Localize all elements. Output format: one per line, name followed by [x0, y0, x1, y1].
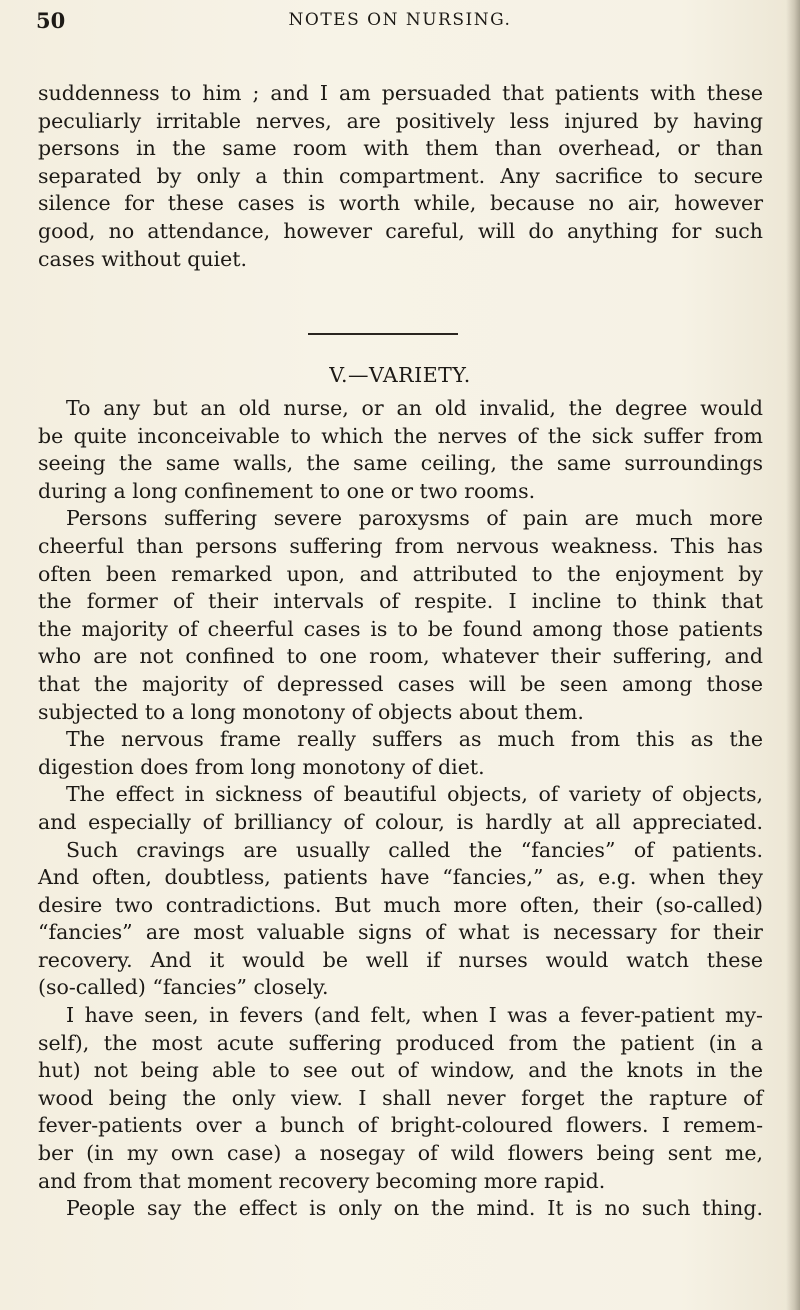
- text-line: suddenness to him ; and I am persuaded that patients with these: [38, 81, 763, 105]
- text-line: good, no attendance, however careful, will do anything for such: [38, 218, 763, 243]
- text-line: Such cravings are usually called the “fancies” of patients.: [66, 837, 763, 862]
- text-line: wood being the only view. I shall never forget the rapture of: [38, 1085, 763, 1110]
- section-heading: V.—VARIETY.: [329, 363, 471, 387]
- text-line: be quite inconceivable to which the nerves of the sick suffer from: [38, 423, 763, 448]
- section-divider: [308, 333, 458, 335]
- text-line: that the majority of depressed cases will be seen among those: [38, 671, 763, 696]
- text-line: and from that moment recovery becoming more rapid.: [38, 1168, 606, 1193]
- text-line: and especially of brilliancy of colour, is hardly at all appreciated.: [38, 809, 763, 834]
- text-line: I have seen, in fevers (and felt, when I was a fever-patient my-: [66, 1003, 763, 1028]
- text-line: The effect in sickness of beautiful objects, of variety of objects,: [66, 782, 763, 807]
- text-line: “fancies” are most valuable signs of what is necessary for their: [38, 920, 763, 945]
- text-line: fever-patients over a bunch of bright-coloured flowers. I remem-: [38, 1113, 763, 1138]
- text-line: during a long confinement to one or two rooms.: [38, 478, 536, 503]
- text-line: cases without quiet.: [38, 246, 248, 271]
- text-line: The nervous frame really suffers as much from this as the: [66, 727, 763, 752]
- text-line: And often, doubtless, patients have “fancies,” as, e.g. when they: [38, 865, 763, 890]
- text-line: To any but an old nurse, or an old invalid, the degree would: [66, 396, 763, 420]
- text-line: digestion does from long monotony of diet.: [38, 754, 485, 779]
- text-line: recovery. And it would be well if nurses would watch these: [38, 947, 763, 972]
- text-line: ber (in my own case) a nosegay of wild flowers being sent me,: [38, 1141, 763, 1166]
- section-body: [38, 395, 763, 1223]
- text-line: subjected to a long monotony of objects about them.: [38, 699, 584, 724]
- text-line: self), the most acute suffering produced from the patient (in a: [38, 1030, 763, 1055]
- text-line: People say the effect is only on the mind. It is no such thing.: [66, 1196, 763, 1221]
- text-line: seeing the same walls, the same ceiling, the same surroundings: [38, 451, 763, 476]
- text-line: hut) not being able to see out of window, and the knots in the: [38, 1058, 763, 1083]
- running-head: NOTES ON NURSING.: [288, 10, 512, 30]
- page-edge-shadow: [786, 0, 800, 1310]
- text-line: the former of their intervals of respite. I incline to think that: [38, 589, 763, 614]
- text-line: separated by only a thin compartment. Any sacrifice to secure: [38, 163, 763, 188]
- text-line: desire two contradictions. But much more often, their (so-called): [38, 892, 763, 917]
- text-line: the majority of cheerful cases is to be found among those patients: [38, 616, 763, 641]
- text-line: Persons suffering severe paroxysms of pain are much more: [66, 506, 763, 531]
- page-number: 50: [36, 8, 66, 33]
- text-line: who are not confined to one room, whatever their suffering, and: [38, 644, 763, 669]
- opening-paragraph: [38, 80, 763, 273]
- text-line: silence for these cases is worth while, because no air, however: [38, 191, 763, 216]
- text-line: (so-called) “fancies” closely.: [38, 975, 329, 1000]
- text-line: persons in the same room with them than overhead, or than: [38, 136, 763, 161]
- text-line: cheerful than persons suffering from nervous weakness. This has: [38, 533, 763, 558]
- text-line: peculiarly irritable nerves, are positively less injured by having: [38, 108, 763, 133]
- text-line: often been remarked upon, and attributed to the enjoyment by: [38, 561, 763, 586]
